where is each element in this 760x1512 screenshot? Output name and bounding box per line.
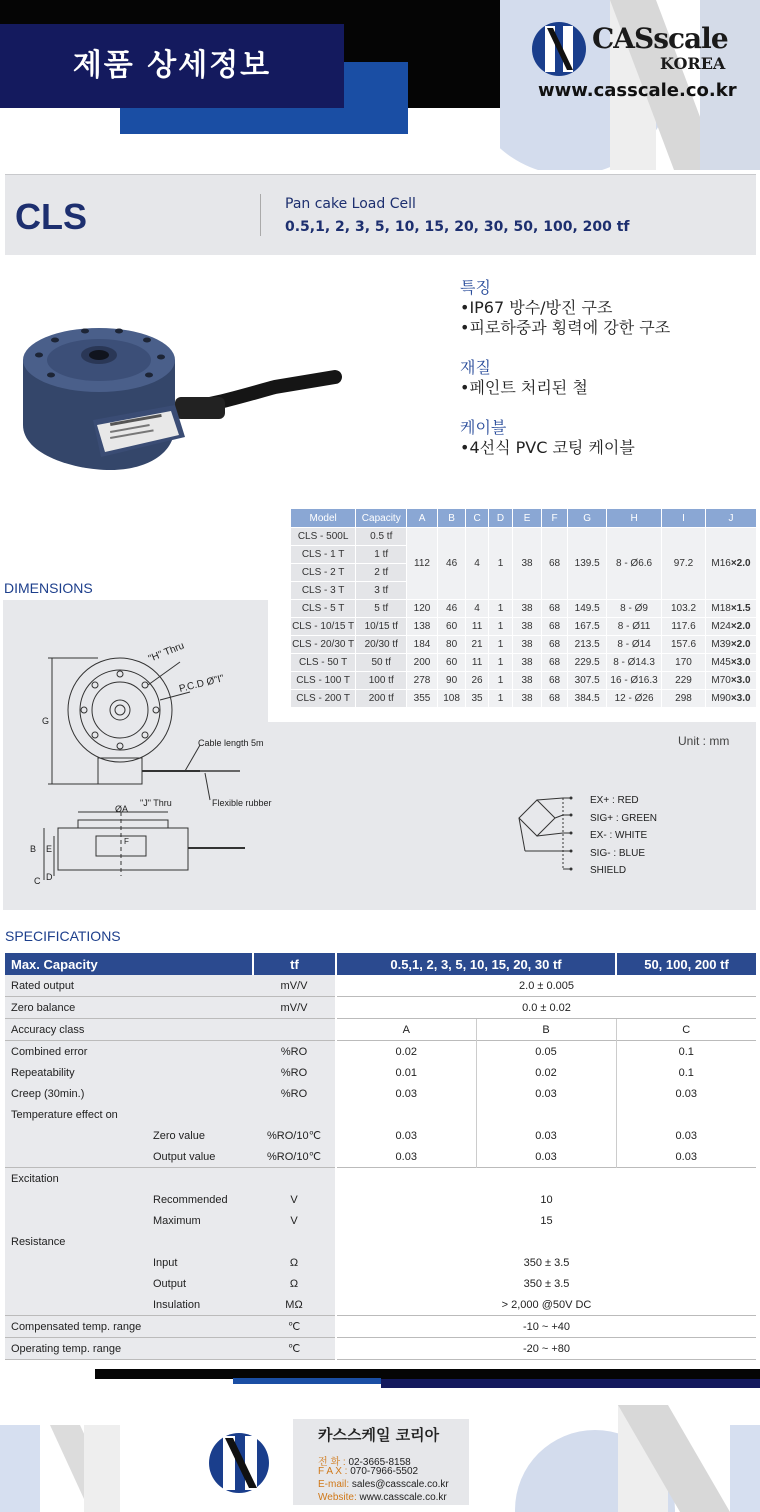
spec-value: 350 ± 3.5 [336, 1273, 756, 1294]
dim-e: 38 [513, 672, 542, 690]
col-header: C [466, 509, 488, 528]
col-header: E [513, 509, 542, 528]
dim-h: 16 - Ø16.3 [607, 672, 662, 690]
footer-company: 카스스케일 코리아 [318, 1426, 440, 1444]
spec-row [5, 1252, 756, 1273]
material-item: •페인트 처리된 철 [460, 378, 588, 397]
dim-j [705, 672, 756, 690]
spec-unit: V [253, 1210, 336, 1231]
brand-name: CASscale [592, 22, 728, 55]
dim-g: 149.5 [568, 600, 607, 618]
table-row [291, 618, 757, 636]
dim-j-pitch: ×3.0 [730, 657, 751, 668]
dim-i: 103.2 [662, 600, 706, 618]
dim-c: 26 [466, 672, 488, 690]
spec-header-capacity: Max. Capacity [5, 953, 253, 975]
spec-value: 0.03 [476, 1125, 616, 1146]
specifications-table [5, 953, 756, 1360]
spec-value: 0.03 [336, 1125, 476, 1146]
dim-j-pitch: ×1.5 [730, 603, 751, 614]
dim-g: 167.5 [568, 618, 607, 636]
spec-value: 0.0 ± 0.02 [336, 997, 756, 1019]
spec-row [5, 1125, 756, 1146]
specifications-title: SPECIFICATIONS [5, 928, 121, 944]
drawing-g: G [42, 716, 50, 726]
spec-sublabel: Insulation [153, 1294, 253, 1316]
dim-a: 278 [407, 672, 438, 690]
spec-row [5, 1019, 756, 1041]
spec-sublabel [153, 1062, 253, 1083]
spec-unit: %RO [253, 1083, 336, 1104]
spec-row [5, 1146, 756, 1168]
spec-row [5, 997, 756, 1019]
dim-j [705, 600, 756, 618]
dim-j-thread: M45 [711, 657, 731, 668]
dim-i: 97.2 [662, 528, 706, 600]
model-cell: CLS - 3 T [291, 582, 356, 600]
model-cell: CLS - 200 T [291, 690, 356, 708]
dim-g: 139.5 [568, 528, 607, 600]
product-band [5, 174, 756, 255]
footer-fax-value: 070-7966-5502 [350, 1466, 419, 1477]
spec-label: Compensated temp. range [5, 1316, 253, 1338]
spec-unit: Ω [253, 1252, 336, 1273]
spec-sublabel: Output [153, 1273, 253, 1294]
dim-i: 117.6 [662, 618, 706, 636]
capacity-cell: 20/30 tf [356, 636, 407, 654]
footer-fax [318, 1466, 418, 1477]
dim-j [705, 636, 756, 654]
spec-unit [253, 1104, 336, 1125]
drawing-h-thru: "H" Thru [147, 640, 186, 665]
capacity-cell: 3 tf [356, 582, 407, 600]
model-cell: CLS - 5 T [291, 600, 356, 618]
dim-i: 157.6 [662, 636, 706, 654]
product-capacities: 0.5,1, 2, 3, 5, 10, 15, 20, 30, 50, 100, 200 tf [285, 219, 630, 235]
col-header: Model [291, 509, 356, 528]
dim-d: 1 [488, 528, 512, 600]
spec-unit: %RO [253, 1041, 336, 1063]
spec-row [5, 1083, 756, 1104]
footer-blue-bar [233, 1378, 381, 1384]
footer-web [318, 1492, 447, 1503]
spec-sublabel: Output value [153, 1146, 253, 1168]
dim-b: 80 [437, 636, 466, 654]
spec-unit: V [253, 1189, 336, 1210]
spec-value: 0.02 [476, 1062, 616, 1083]
dim-f: 68 [541, 528, 568, 600]
dim-j-pitch: ×2.0 [730, 639, 751, 650]
spec-value: 2.0 ± 0.005 [336, 975, 756, 997]
footer-navy-bar [381, 1379, 760, 1388]
dim-c: 4 [466, 528, 488, 600]
capacity-cell: 200 tf [356, 690, 407, 708]
spec-row [5, 1041, 756, 1063]
dim-d: 1 [488, 690, 512, 708]
dim-c: 4 [466, 600, 488, 618]
spec-row [5, 1338, 756, 1360]
dim-h: 8 - Ø11 [607, 618, 662, 636]
spec-label: Zero balance [5, 997, 253, 1019]
spec-unit: %RO [253, 1062, 336, 1083]
dim-b: 60 [437, 618, 466, 636]
dim-j-thread: M39 [711, 639, 731, 650]
model-cell: CLS - 1 T [291, 546, 356, 564]
spec-label: Combined error [5, 1041, 153, 1063]
dimensions-header-row [291, 509, 757, 528]
cable-item: •4선식 PVC 코팅 케이블 [460, 438, 635, 457]
spec-label [5, 1252, 153, 1273]
col-header: A [407, 509, 438, 528]
table-row [291, 654, 757, 672]
footer-email-label: E-mail: [318, 1479, 350, 1490]
spec-label: Excitation [5, 1168, 253, 1190]
table-row [291, 528, 757, 546]
dim-c: 21 [466, 636, 488, 654]
dim-f: 68 [541, 690, 568, 708]
spec-unit: Ω [253, 1273, 336, 1294]
spec-value: > 2,000 @50V DC [336, 1294, 756, 1316]
dim-e: 38 [513, 654, 542, 672]
spec-row [5, 1062, 756, 1083]
dim-i: 229 [662, 672, 706, 690]
drawing-b: B [30, 844, 37, 854]
dim-b: 46 [437, 600, 466, 618]
table-row [291, 690, 757, 708]
dimensions-title: DIMENSIONS [4, 580, 93, 596]
capacity-cell: 5 tf [356, 600, 407, 618]
footer-web-value[interactable]: www.casscale.co.kr [359, 1492, 447, 1503]
col-header: Capacity [356, 509, 407, 528]
capacity-cell: 1 tf [356, 546, 407, 564]
col-header: F [541, 509, 568, 528]
product-type: Pan cake Load Cell [285, 196, 416, 212]
spec-value: A [336, 1019, 476, 1041]
spec-value: 0.1 [616, 1041, 756, 1063]
spec-value: 0.05 [476, 1041, 616, 1063]
dim-b: 90 [437, 672, 466, 690]
footer-email [318, 1479, 449, 1490]
model-name: CLS [15, 196, 87, 237]
drawing-f: F [124, 837, 129, 846]
drawing-j-thru: "J" Thru [140, 798, 172, 808]
wire-label: SIG- : BLUE [590, 847, 646, 859]
spec-value: 15 [336, 1210, 756, 1231]
col-header: J [705, 509, 756, 528]
spec-value [616, 1104, 756, 1125]
spec-value: -20 ~ +80 [336, 1338, 756, 1360]
spec-row [5, 1104, 756, 1125]
spec-sublabel [153, 1083, 253, 1104]
table-row [291, 672, 757, 690]
dimensions-table [290, 508, 757, 708]
drawing-pcd: P.C.D Ø"I" [178, 673, 226, 695]
dim-c: 11 [466, 654, 488, 672]
spec-value: -10 ~ +40 [336, 1316, 756, 1338]
footer-decoration-right [500, 1395, 760, 1512]
spec-value: 0.03 [336, 1146, 476, 1168]
dim-a: 138 [407, 618, 438, 636]
footer-web-label: Website: [318, 1492, 357, 1503]
spec-row [5, 1168, 756, 1190]
spec-value: 0.1 [616, 1062, 756, 1083]
dim-h: 8 - Ø6.6 [607, 528, 662, 600]
footer-logo-icon [205, 1430, 275, 1496]
spec-unit [253, 1019, 336, 1041]
spec-label: Rated output [5, 975, 253, 997]
drawing-cable-length: Cable length 5m [198, 738, 264, 748]
spec-value: 10 [336, 1189, 756, 1210]
page-title: 제품 상세정보 [72, 48, 272, 83]
spec-unit: ℃ [253, 1316, 336, 1338]
col-header: B [437, 509, 466, 528]
unit-label: Unit : mm [678, 734, 730, 748]
dim-a: 200 [407, 654, 438, 672]
spec-unit: %RO/10℃ [253, 1146, 336, 1168]
band-divider [260, 194, 261, 236]
spec-sublabel: Maximum [153, 1210, 253, 1231]
dim-f: 68 [541, 618, 568, 636]
dim-j-thread: M16 [711, 558, 731, 569]
dim-f: 68 [541, 672, 568, 690]
spec-row [5, 1294, 756, 1316]
spec-value: B [476, 1019, 616, 1041]
dim-b: 60 [437, 654, 466, 672]
drawing-phi-a: ØA [115, 804, 129, 814]
spec-label: Resistance [5, 1231, 253, 1252]
spec-value: C [616, 1019, 756, 1041]
feature-item: •IP67 방수/방진 구조 [460, 298, 613, 317]
dimension-drawing [20, 640, 290, 900]
wire-label: EX+ : RED [590, 795, 639, 806]
dim-j-pitch: ×2.0 [730, 558, 751, 569]
col-header: D [488, 509, 512, 528]
dim-f: 68 [541, 636, 568, 654]
drawing-flexible: Flexible rubber [212, 798, 272, 808]
spec-sublabel: Recommended [153, 1189, 253, 1210]
dim-j-pitch: ×3.0 [730, 693, 751, 704]
dim-d: 1 [488, 672, 512, 690]
dim-a: 184 [407, 636, 438, 654]
dim-i: 298 [662, 690, 706, 708]
spec-row [5, 1210, 756, 1231]
spec-value: 0.03 [476, 1083, 616, 1104]
dim-e: 38 [513, 636, 542, 654]
spec-value: 0.03 [476, 1146, 616, 1168]
spec-label [5, 1189, 153, 1210]
dim-d: 1 [488, 654, 512, 672]
model-cell: CLS - 2 T [291, 564, 356, 582]
dim-g: 213.5 [568, 636, 607, 654]
col-header: G [568, 509, 607, 528]
spec-unit: mV/V [253, 997, 336, 1019]
wire-label: EX- : WHITE [590, 830, 648, 842]
footer-fax-label: F A X : [318, 1466, 348, 1477]
spec-value: 0.01 [336, 1062, 476, 1083]
dim-h: 12 - Ø26 [607, 690, 662, 708]
dim-j-thread: M18 [711, 603, 731, 614]
dim-b: 46 [437, 528, 466, 600]
dim-g: 384.5 [568, 690, 607, 708]
capacity-cell: 50 tf [356, 654, 407, 672]
spec-unit [253, 1168, 336, 1190]
load-cell-photo [15, 315, 345, 475]
dim-h: 8 - Ø9 [607, 600, 662, 618]
wire-label: SHIELD [590, 865, 627, 877]
dim-h: 8 - Ø14.3 [607, 654, 662, 672]
dim-j [705, 690, 756, 708]
spec-header-group2: 50, 100, 200 tf [616, 953, 756, 975]
spec-header-row [5, 953, 756, 975]
spec-row [5, 1273, 756, 1294]
dim-g: 307.5 [568, 672, 607, 690]
spec-value [336, 1168, 756, 1190]
drawing-c: C [34, 876, 41, 886]
capacity-cell: 10/15 tf [356, 618, 407, 636]
footer-phone-label: 전 화 : [318, 1457, 346, 1468]
spec-label: Accuracy class [5, 1019, 253, 1041]
footer-email-value[interactable]: sales@casscale.co.kr [351, 1479, 449, 1490]
footer-phone-value: 02-3665-8158 [348, 1457, 411, 1468]
dim-e: 38 [513, 690, 542, 708]
dim-c: 11 [466, 618, 488, 636]
spec-label [5, 1125, 153, 1146]
dim-j [705, 528, 756, 600]
spec-value: 0.03 [616, 1083, 756, 1104]
model-cell: CLS - 100 T [291, 672, 356, 690]
model-cell: CLS - 500L [291, 528, 356, 546]
capacity-cell: 2 tf [356, 564, 407, 582]
spec-unit: mV/V [253, 975, 336, 997]
dim-d: 1 [488, 636, 512, 654]
spec-value [476, 1104, 616, 1125]
dim-j [705, 618, 756, 636]
dim-a: 120 [407, 600, 438, 618]
material-heading: 재질 [460, 358, 491, 377]
table-row [291, 636, 757, 654]
spec-row [5, 1189, 756, 1210]
dim-e: 38 [513, 618, 542, 636]
website-url[interactable]: www.casscale.co.kr [538, 80, 737, 101]
brand-sub: KOREA [660, 54, 726, 73]
spec-sublabel: Zero value [153, 1125, 253, 1146]
spec-value [336, 1231, 756, 1252]
model-cell: CLS - 50 T [291, 654, 356, 672]
spec-label [5, 1146, 153, 1168]
spec-unit [253, 1231, 336, 1252]
footer-black-bar [95, 1369, 760, 1379]
spec-label [5, 1210, 153, 1231]
dim-d: 1 [488, 618, 512, 636]
dim-e: 38 [513, 528, 542, 600]
spec-sublabel [153, 1041, 253, 1063]
dim-j-pitch: ×2.0 [730, 621, 751, 632]
capacity-cell: 0.5 tf [356, 528, 407, 546]
spec-label: Repeatability [5, 1062, 153, 1083]
feature-item: •피로하중과 횡력에 강한 구조 [460, 318, 671, 337]
dim-j-thread: M24 [711, 621, 731, 632]
dim-i: 170 [662, 654, 706, 672]
spec-value: 0.03 [616, 1146, 756, 1168]
dim-j-thread: M70 [711, 675, 731, 686]
col-header: I [662, 509, 706, 528]
footer-decoration-left [0, 1415, 120, 1512]
cable-heading: 케이블 [460, 418, 507, 437]
wire-label: SIG+ : GREEN [590, 812, 657, 824]
dim-e: 38 [513, 600, 542, 618]
spec-header-unit: tf [253, 953, 336, 975]
dim-a: 112 [407, 528, 438, 600]
spec-unit: %RO/10℃ [253, 1125, 336, 1146]
model-cell: CLS - 20/30 T [291, 636, 356, 654]
spec-label [5, 1294, 153, 1316]
drawing-d: D [46, 872, 53, 882]
spec-sublabel: Input [153, 1252, 253, 1273]
dim-d: 1 [488, 600, 512, 618]
dim-j-pitch: ×3.0 [730, 675, 751, 686]
spec-label: Temperature effect on [5, 1104, 253, 1125]
dim-g: 229.5 [568, 654, 607, 672]
spec-label: Operating temp. range [5, 1338, 253, 1360]
dim-h: 8 - Ø14 [607, 636, 662, 654]
spec-row [5, 1316, 756, 1338]
spec-value: 350 ± 3.5 [336, 1252, 756, 1273]
spec-value: 0.03 [336, 1083, 476, 1104]
dim-j [705, 654, 756, 672]
table-row [291, 600, 757, 618]
spec-row [5, 975, 756, 997]
spec-unit: ℃ [253, 1338, 336, 1360]
col-header: H [607, 509, 662, 528]
dim-f: 68 [541, 600, 568, 618]
features-heading: 특징 [460, 278, 491, 297]
spec-row [5, 1231, 756, 1252]
spec-value: 0.02 [336, 1041, 476, 1063]
spec-label [5, 1273, 153, 1294]
spec-header-group1: 0.5,1, 2, 3, 5, 10, 15, 20, 30 tf [336, 953, 616, 975]
model-cell: CLS - 10/15 T [291, 618, 356, 636]
spec-value [336, 1104, 476, 1125]
dim-b: 108 [437, 690, 466, 708]
drawing-e: E [46, 844, 53, 854]
dim-f: 68 [541, 654, 568, 672]
spec-label: Creep (30min.) [5, 1083, 153, 1104]
dim-a: 355 [407, 690, 438, 708]
dim-c: 35 [466, 690, 488, 708]
spec-unit: MΩ [253, 1294, 336, 1316]
dim-j-thread: M90 [711, 693, 731, 704]
wiring-legend [590, 792, 657, 880]
capacity-cell: 100 tf [356, 672, 407, 690]
spec-value: 0.03 [616, 1125, 756, 1146]
